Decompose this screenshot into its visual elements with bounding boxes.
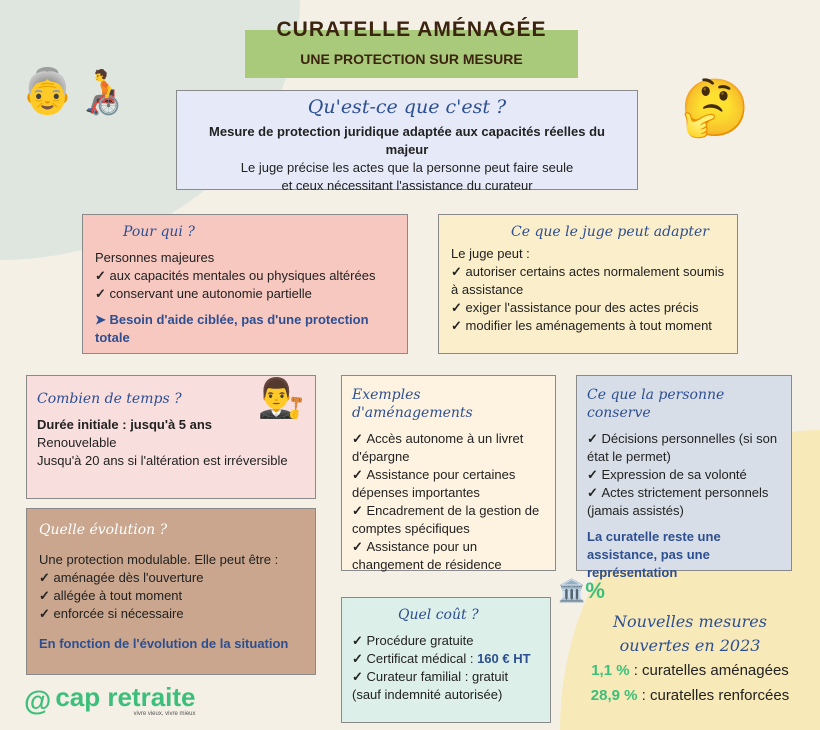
who-note: ➤ Besoin d'aide ciblée, pas d'une protection totale bbox=[95, 312, 369, 345]
keeps-box bbox=[576, 375, 792, 580]
logo-tagline: vivre vieux, vivre mieux bbox=[133, 711, 196, 717]
evolution-heading: Quelle évolution ? bbox=[39, 522, 168, 538]
cost-item: ✓ Curateur familial : gratuit (sauf indemnité autorisée) bbox=[352, 668, 540, 704]
keeps-item: ✓ Actes strictement personnels (jamais assistés) bbox=[587, 484, 781, 520]
thinking-man-illustration: 🤔 bbox=[680, 76, 750, 139]
evolution-note: En fonction de l'évolution de la situation bbox=[39, 636, 289, 651]
bank-percent-icon: 🏛️% bbox=[558, 578, 605, 603]
judge-item: ✓ autoriser certains actes normalement soumis à assistance bbox=[451, 263, 725, 299]
duration-initial: Durée initiale : jusqu'à 5 ans bbox=[37, 417, 213, 432]
what-heading: Qu'est-ce que c'est ? bbox=[307, 96, 507, 118]
keeps-item: ✓ Décisions personnelles (si son état le permet) bbox=[587, 430, 781, 466]
judge-heading: Ce que le juge peut adapter bbox=[511, 224, 709, 240]
cost-item bbox=[352, 650, 540, 668]
evolution-item: ✓ enforcée si nécessaire bbox=[39, 605, 303, 623]
keeps-item: ✓ Expression de sa volonté bbox=[587, 466, 781, 484]
cost-item: ✓ Procédure gratuite bbox=[352, 632, 540, 650]
stats-row bbox=[570, 683, 810, 708]
who-box bbox=[82, 214, 408, 354]
who-item: ✓ conservant une autonomie partielle bbox=[95, 285, 395, 303]
logo-icon: @ bbox=[24, 685, 52, 716]
examples-item: ✓ Assistance pour certaines dépenses importantes bbox=[352, 466, 545, 502]
logo-name: cap retraite bbox=[55, 682, 196, 712]
judge-item: ✓ modifier les aménagements à tout moment bbox=[451, 317, 725, 335]
duration-line: Renouvelable bbox=[37, 435, 117, 450]
what-line: Le juge précise les actes que la personne peut faire seule bbox=[240, 160, 574, 175]
cost-price: 160 € HT bbox=[477, 651, 531, 666]
examples-heading: Exemples d'aménagements bbox=[352, 387, 473, 421]
stats-heading: Nouvelles mesures bbox=[613, 612, 767, 631]
examples-item: ✓ Assistance pour un changement de résidence bbox=[352, 538, 545, 574]
judge-illustration: 👨‍⚖️ bbox=[257, 378, 305, 420]
duration-heading: Combien de temps ? bbox=[37, 391, 182, 407]
judge-intro: Le juge peut : bbox=[451, 246, 530, 261]
who-heading: Pour qui ? bbox=[123, 224, 195, 240]
stats-value: 1,1 % bbox=[591, 662, 630, 679]
stats-row bbox=[570, 658, 810, 683]
what-is-it-box bbox=[176, 90, 638, 193]
stats-heading: ouvertes en 2023 bbox=[619, 636, 761, 655]
evolution-item: ✓ allégée à tout moment bbox=[39, 587, 303, 605]
what-line: et ceux nécessitant l'assistance du curateur bbox=[281, 178, 533, 193]
what-definition: Mesure de protection juridique adaptée aux capacités réelles du majeur bbox=[209, 124, 605, 157]
keeps-heading: Ce que la personne conserve bbox=[587, 387, 725, 421]
cap-retraite-logo bbox=[24, 684, 196, 718]
cost-label: Certificat médical : bbox=[366, 651, 478, 666]
examples-item: ✓ Accès autonome à un livret d'épargne bbox=[352, 430, 545, 466]
duration-line: Jusqu'à 20 ans si l'altération est irréversible bbox=[37, 453, 288, 468]
page-title: CURATELLE AMÉNAGÉE bbox=[276, 18, 547, 41]
who-intro: Personnes majeures bbox=[95, 250, 215, 265]
elderly-couple-illustration: 👵🧑‍🦽 bbox=[20, 67, 130, 116]
cost-box bbox=[341, 597, 551, 723]
stats-label: : curatelles renforcées bbox=[637, 687, 790, 704]
examples-item: ✓ Encadrement de la gestion de comptes spécifiques bbox=[352, 502, 545, 538]
stats-block bbox=[570, 610, 810, 708]
keeps-note: La curatelle reste une assistance, pas une représentation bbox=[587, 529, 721, 580]
page-subtitle: UNE PROTECTION SUR MESURE bbox=[300, 51, 523, 67]
duration-box bbox=[26, 375, 316, 499]
judge-box bbox=[438, 214, 738, 354]
who-item: ✓ aux capacités mentales ou physiques altérées bbox=[95, 267, 395, 285]
judge-item: ✓ exiger l'assistance pour des actes précis bbox=[451, 299, 725, 317]
evolution-box bbox=[26, 508, 316, 675]
cost-heading: Quel coût ? bbox=[398, 607, 479, 623]
stats-label: : curatelles aménagées bbox=[629, 662, 789, 679]
evolution-intro: Une protection modulable. Elle peut être : bbox=[39, 552, 279, 567]
examples-box bbox=[341, 375, 556, 571]
evolution-item: ✓ aménagée dès l'ouverture bbox=[39, 569, 303, 587]
stats-value: 28,9 % bbox=[590, 687, 638, 704]
